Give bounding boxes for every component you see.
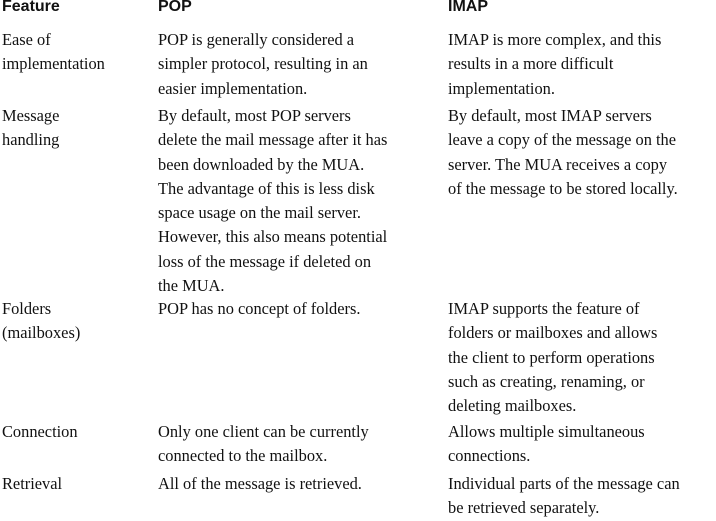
cell-line: leave a copy of the message on the: [448, 130, 677, 150]
cell-line: been downloaded by the MUA.: [158, 154, 365, 174]
feature-cell: [2, 104, 152, 153]
header-imap: IMAP: [448, 0, 488, 15]
feature-cell: [2, 28, 152, 77]
cell-line: implementation: [2, 54, 105, 74]
cell-line: Individual parts of the message can: [448, 474, 680, 493]
imap-cell: [448, 28, 716, 101]
cell-line: results in a more difficult: [448, 54, 614, 74]
cell-line: By default, most POP servers: [158, 106, 351, 125]
cell-line: POP has no concept of folders.: [158, 299, 361, 318]
cell-line: All of the message is retrieved.: [158, 474, 362, 493]
pop-cell: [158, 28, 440, 101]
cell-line: server. The MUA receives a copy: [448, 154, 668, 174]
cell-line: However, this also means potential: [158, 227, 388, 247]
pop-cell: [158, 472, 440, 496]
cell-line: Retrieval: [2, 474, 63, 493]
cell-line: Ease of: [2, 30, 51, 49]
cell-line: the client to perform operations: [448, 347, 655, 367]
cell-line: The advantage of this is less disk: [158, 178, 375, 198]
cell-line: delete the mail message after it has: [158, 130, 388, 150]
cell-line: deleting mailboxes.: [448, 396, 577, 416]
cell-line: By default, most IMAP servers: [448, 106, 652, 125]
cell-line: Connection: [2, 422, 78, 441]
feature-cell: [2, 420, 152, 444]
cell-line: handling: [2, 130, 60, 150]
pop-cell: [158, 104, 440, 298]
cell-line: easier implementation.: [158, 78, 308, 98]
feature-cell: [2, 297, 152, 346]
table-header-row: [0, 0, 716, 18]
cell-line: IMAP is more complex, and this: [448, 30, 662, 49]
pop-cell: [158, 297, 440, 321]
cell-line: folders or mailboxes and allows: [448, 323, 658, 343]
cell-line: Message: [2, 106, 60, 125]
cell-line: Allows multiple simultaneous: [448, 422, 645, 441]
cell-line: (mailboxes): [2, 323, 81, 343]
cell-line: be retrieved separately.: [448, 498, 600, 518]
imap-cell: [448, 420, 716, 469]
imap-cell: [448, 472, 716, 521]
cell-line: of the message to be stored locally.: [448, 178, 678, 198]
cell-line: connections.: [448, 446, 531, 466]
cell-line: POP is generally considered a: [158, 30, 355, 49]
header-pop: POP: [158, 0, 192, 15]
cell-line: such as creating, renaming, or: [448, 371, 645, 391]
cell-line: Only one client can be currently: [158, 422, 369, 441]
cell-line: loss of the message if deleted on: [158, 251, 372, 271]
cell-line: IMAP supports the feature of: [448, 299, 640, 318]
cell-line: connected to the mailbox.: [158, 446, 328, 466]
cell-line: space usage on the mail server.: [158, 203, 361, 223]
imap-cell: [448, 104, 716, 201]
cell-line: the MUA.: [158, 276, 225, 296]
cell-line: implementation.: [448, 78, 555, 98]
cell-line: Folders: [2, 299, 52, 318]
feature-cell: [2, 472, 152, 496]
pop-cell: [158, 420, 440, 469]
cell-line: simpler protocol, resulting in an: [158, 54, 368, 74]
header-feature: Feature: [2, 0, 60, 15]
imap-cell: [448, 297, 716, 418]
